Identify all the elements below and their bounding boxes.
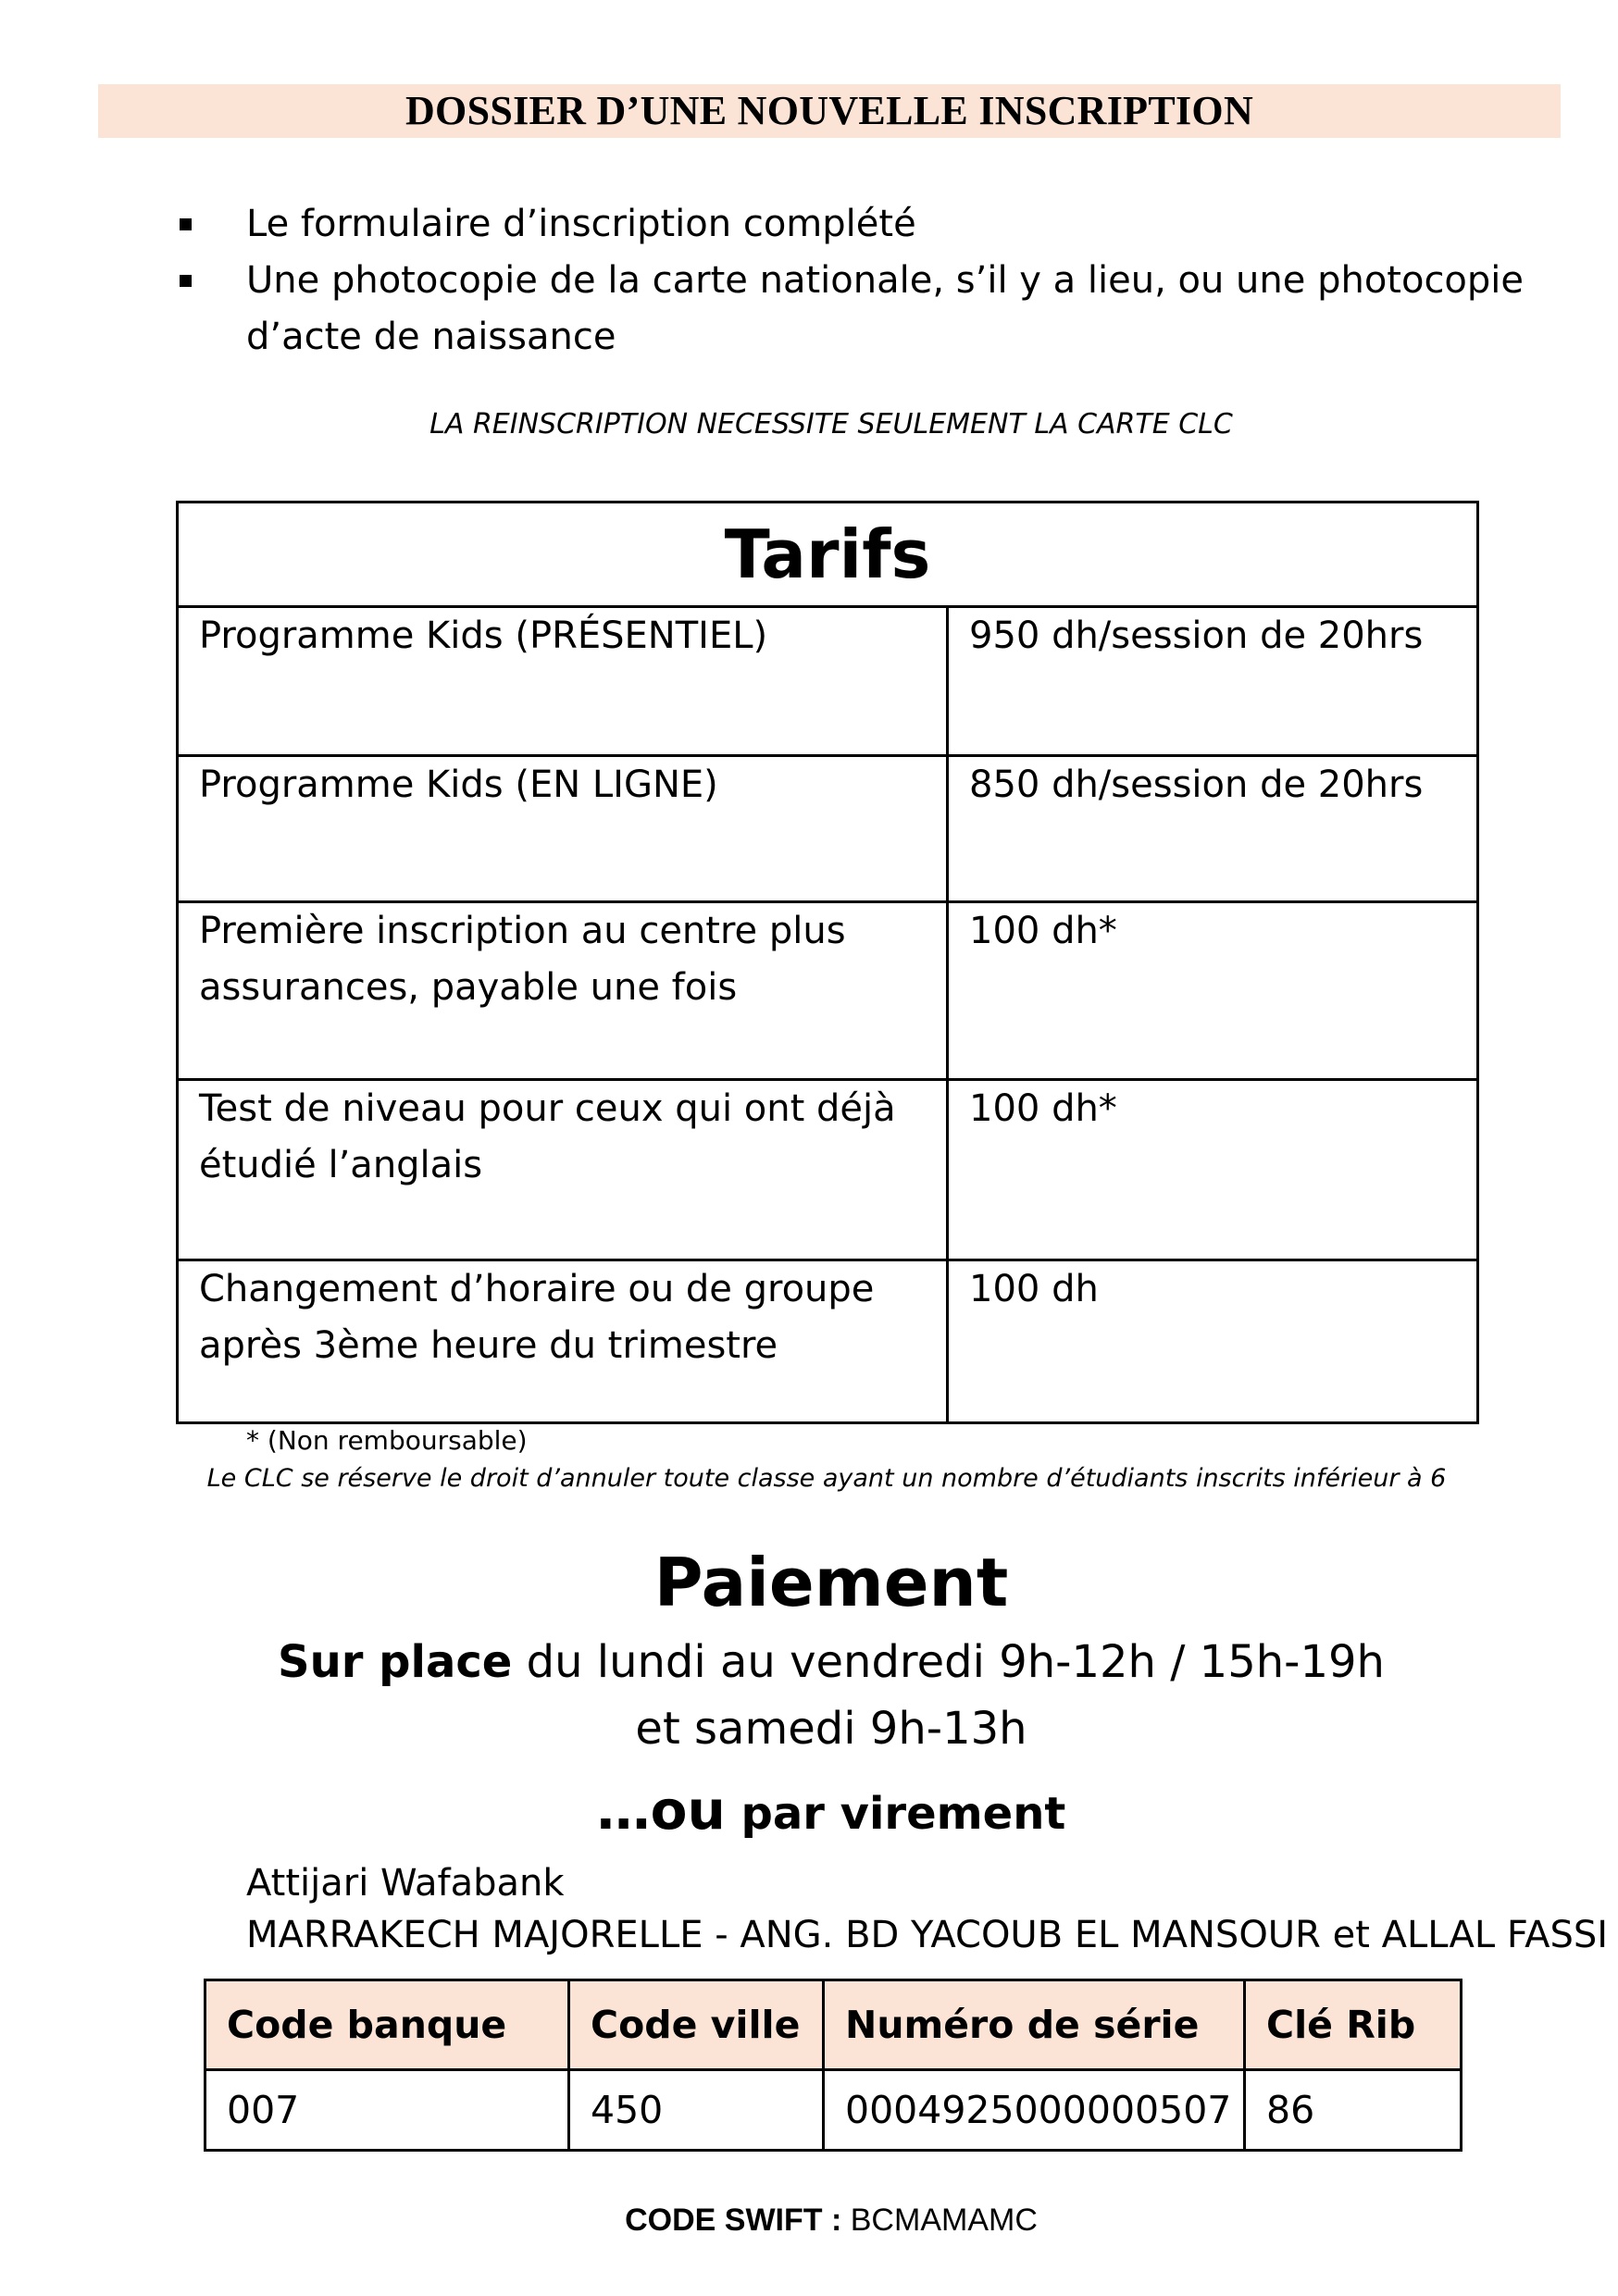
bank-address: MARRAKECH MAJORELLE - ANG. BD YACOUB EL MANSOUR et ALLAL FASSI	[246, 1914, 1609, 1956]
rib-value: 86	[1245, 2070, 1462, 2151]
tarif-price: 100 dh	[948, 1260, 1478, 1423]
requirement-text: Le formulaire d’inscription complété	[246, 203, 916, 245]
tarif-label: Programme Kids (PRÉSENTIEL)	[178, 607, 948, 756]
tarif-price: 100 dh*	[948, 902, 1478, 1080]
saturday-hours: et samedi 9h-13h	[635, 1703, 1027, 1755]
swift-label: CODE SWIFT :	[625, 2203, 842, 2238]
tarif-label: Première inscription au centre plus assurances, payable une fois	[178, 902, 948, 1080]
list-item	[176, 196, 1564, 253]
table-row	[178, 1260, 1478, 1423]
tarif-label: Changement d’horaire ou de groupe après 3ème heure du trimestre	[178, 1260, 948, 1423]
rib-value: 0004925000000507	[824, 2070, 1245, 2151]
tarifs-table	[176, 501, 1479, 1424]
reinscription-note: LA REINSCRIPTION NECESSITE SEULEMENT LA CARTE CLC	[429, 408, 1233, 441]
rib-header: Clé Rib	[1245, 1980, 1462, 2070]
swift-code	[0, 2203, 1618, 2239]
virement-text: par virement	[725, 1788, 1066, 1840]
rib-header: Numéro de série	[824, 1980, 1245, 2070]
requirement-text: Une photocopie de la carte nationale, s’il y a lieu, ou une photocopie d’acte de naissance	[246, 259, 1525, 358]
virement-heading	[0, 1779, 1618, 1842]
rib-table	[204, 1979, 1462, 2152]
tarif-price: 850 dh/session de 20hrs	[948, 756, 1478, 902]
swift-value: BCMAMAMC	[841, 2203, 1038, 2238]
footnote: * (Non remboursable)	[246, 1425, 528, 1456]
table-row	[178, 1080, 1478, 1260]
disclaimer: Le CLC se réserve le droit d’annuler toute classe ayant un nombre d’étudiants inscrits inférieur à 6	[206, 1464, 1447, 1493]
onsite-label: Sur place	[278, 1636, 513, 1688]
onsite-hours: du lundi au vendredi 9h-12h / 15h-19h	[512, 1636, 1385, 1688]
square-bullet-icon	[180, 218, 192, 230]
table-header-row	[205, 1980, 1462, 2070]
list-item	[176, 253, 1564, 366]
table-row	[205, 2070, 1462, 2151]
tarifs-title: Tarifs	[178, 503, 1478, 607]
tarif-price: 100 dh*	[948, 1080, 1478, 1260]
square-bullet-icon	[180, 275, 192, 287]
requirements-list	[176, 196, 1564, 366]
payment-title: Paiement	[653, 1544, 1009, 1621]
virement-ou: …ou	[596, 1779, 726, 1842]
rib-value: 007	[205, 2070, 569, 2151]
rib-value: 450	[569, 2070, 824, 2151]
table-row	[178, 756, 1478, 902]
table-row	[178, 902, 1478, 1080]
bank-name: Attijari Wafabank	[246, 1862, 565, 1905]
tarif-price: 950 dh/session de 20hrs	[948, 607, 1478, 756]
rib-header: Code ville	[569, 1980, 824, 2070]
tarif-label: Test de niveau pour ceux qui ont déjà étudié l’anglais	[178, 1080, 948, 1260]
tarif-label: Programme Kids (EN LIGNE)	[178, 756, 948, 902]
table-row	[178, 607, 1478, 756]
rib-header: Code banque	[205, 1980, 569, 2070]
page-title: DOSSIER D’UNE NOUVELLE INSCRIPTION	[404, 88, 1254, 133]
onsite-hours-line	[0, 1636, 1618, 1688]
